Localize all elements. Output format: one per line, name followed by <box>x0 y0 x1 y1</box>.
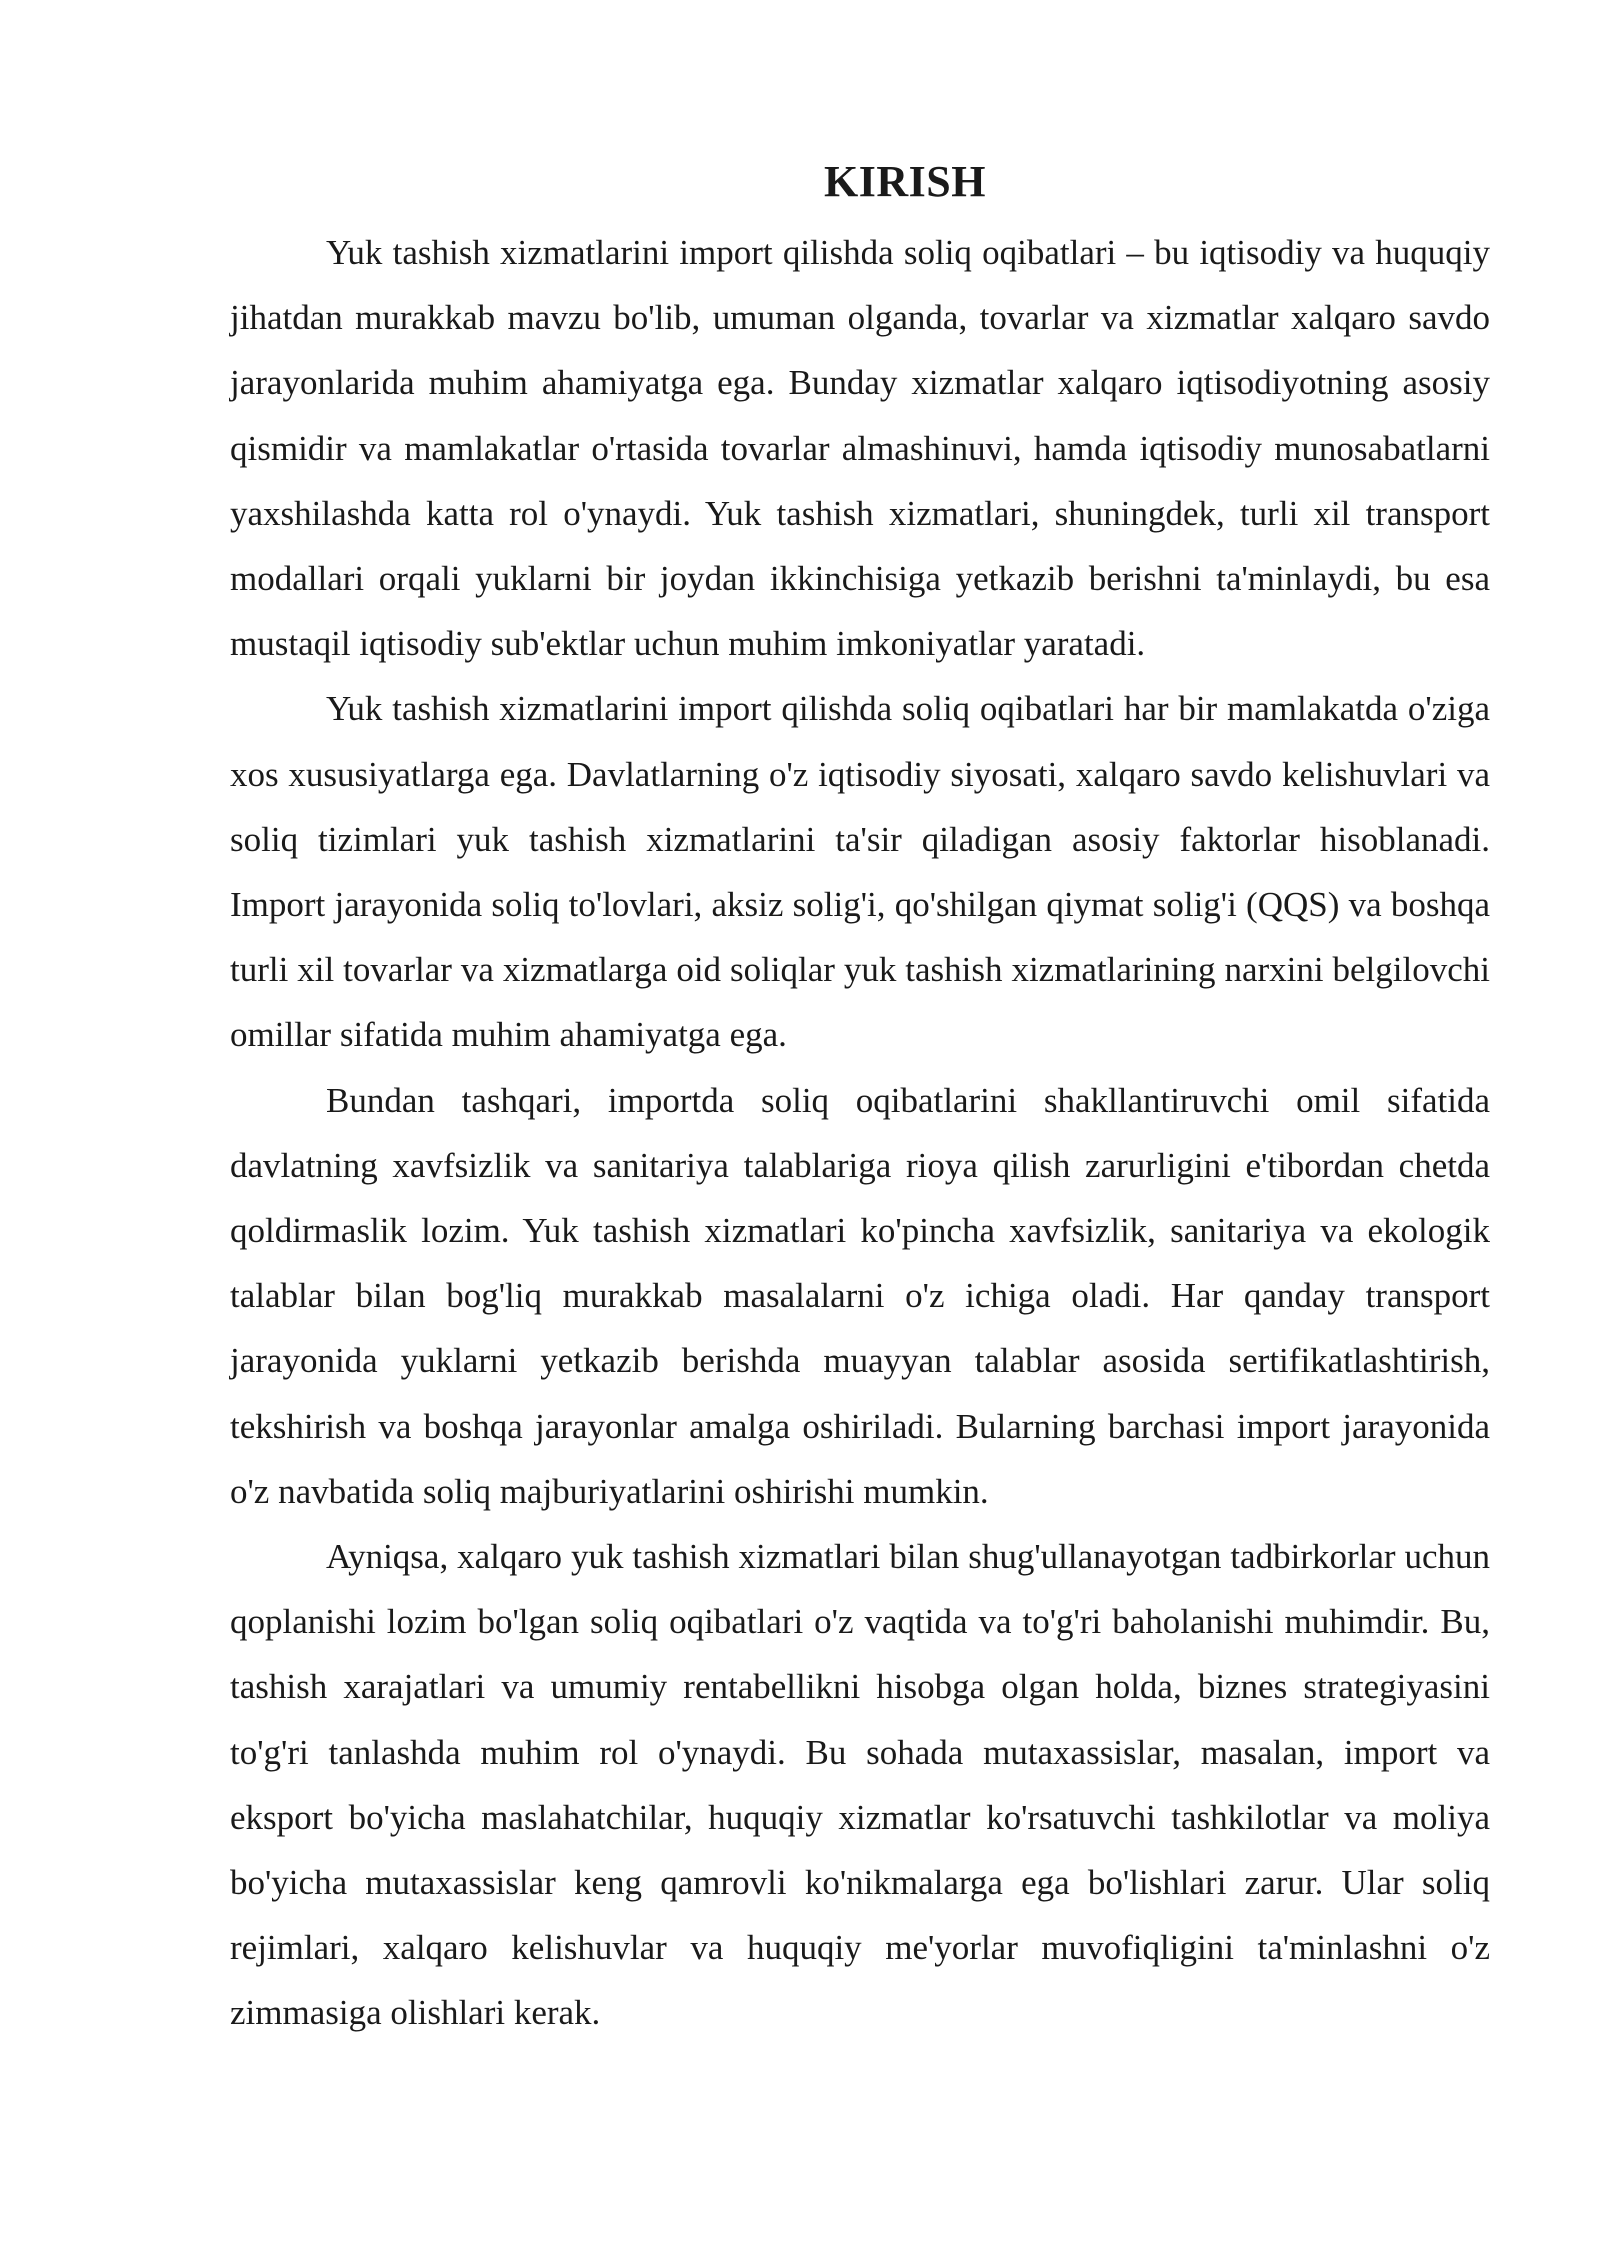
paragraph-3: Bundan tashqari, importda soliq oqibatlarini shakllantiruvchi omil sifatida davlatning xavfsizlik va sanitariya talablariga rioya qilish zarurligini e'tibordan chetda qoldirmaslik lozim. Yuk tashish xizmatlari ko'pincha xavfsizlik, sanitariya va ekologik talablar bilan bog'liq murakkab masalalarni o'z ichiga oladi. Har qanday transport jarayonida yuklarni yetkazib berishda muayyan talablar asosida sertifikatlashtirish, tekshirish va boshqa jarayonlar amalga oshiriladi. Bularning barchasi import jarayonida o'z navbatida soliq majburiyatlarini oshirishi mumkin. <box>230 1080 1490 1511</box>
document-body <box>230 148 1490 2046</box>
page-title: KIRISH <box>824 157 986 206</box>
paragraph-1: Yuk tashish xizmatlarini import qilishda soliq oqibatlari – bu iqtisodiy va huquqiy jihatdan murakkab mavzu bo'lib, umuman olganda, tovarlar va xizmatlar xalqaro savdo jarayonlarida muhim ahamiyatga ega. Bunday xizmatlar xalqaro iqtisodiyotning asosiy qismidir va mamlakatlar o'rtasida tovarlar almashinuvi, hamda iqtisodiy munosabatlarni yaxshilashda katta rol o'ynaydi. Yuk tashish xizmatlari, shuningdek, turli xil transport modallari orqali yuklarni bir joydan ikkinchisiga yetkazib berishni ta'minlaydi, bu esa mustaqil iqtisodiy sub'ektlar uchun muhim imkoniyatlar yaratadi. <box>230 233 1490 664</box>
paragraph-2: Yuk tashish xizmatlarini import qilishda soliq oqibatlari har bir mamlakatda o'ziga xos xususiyatlarga ega. Davlatlarning o'z iqtisodiy siyosati, xalqaro savdo kelishuvlari va soliq tizimlari yuk tashish xizmatlarini ta'sir qiladigan asosiy faktorlar hisoblanadi. Import jarayonida soliq to'lovlari, aksiz solig'i, qo'shilgan qiymat solig'i (QQS) va boshqa turli xil tovarlar va xizmatlarga oid soliqlar yuk tashish xizmatlarining narxini belgilovchi omillar sifatida muhim ahamiyatga ega. <box>230 689 1490 1055</box>
paragraph-4: Ayniqsa, xalqaro yuk tashish xizmatlari bilan shug'ullanayotgan tadbirkorlar uchun qoplanishi lozim bo'lgan soliq oqibatlari o'z vaqtida va to'g'ri baholanishi muhimdir. Bu, tashish xarajatlari va umumiy rentabellikni hisobga olgan holda, biznes strategiyasini to'g'ri tanlashda muhim rol o'ynaydi. Bu sohada mutaxassislar, masalan, import va eksport bo'yicha maslahatchilar, huquqiy xizmatlar ko'rsatuvchi tashkilotlar va moliya bo'yicha mutaxassislar keng qamrovli ko'nikmalarga ega bo'lishlari zarur. Ular soliq rejimlari, xalqaro kelishuvlar va huquqiy me'yorlar muvofiqligini ta'minlashni o'z zimmasiga olishlari kerak. <box>230 1537 1490 2033</box>
